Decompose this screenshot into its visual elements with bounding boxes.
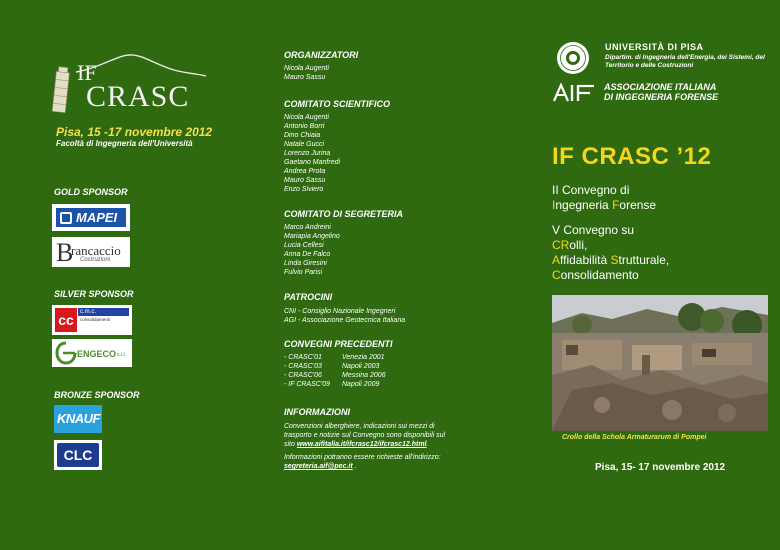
conference-place: Napoli 2009 [342, 381, 380, 388]
organizer-name: Mauro Sassu [284, 74, 326, 81]
previous-conference-row [284, 380, 400, 389]
information-title: INFORMAZIONI [284, 407, 350, 417]
word-ingegneria: ngegneria [555, 198, 613, 212]
secretariat-member: Linda Giresini [284, 260, 327, 267]
bronze-sponsor-title: BRONZE SPONSOR [54, 390, 140, 400]
secretariat-member: Anna De Falco [284, 251, 331, 258]
committee-member: Natale Gucci [284, 141, 325, 148]
committee-member: Mauro Sassu [284, 177, 326, 184]
letters-cr: CR [552, 238, 570, 252]
cmc-sub: consolidamenti [80, 317, 111, 322]
conference-place: Messina 2006 [342, 372, 386, 379]
letter-i: I [552, 198, 556, 212]
scientific-committee-section [284, 99, 390, 194]
previous-conferences-title: CONVEGNI PRECEDENTI [284, 339, 393, 349]
previous-conference-row [284, 353, 400, 362]
patron-item: CNI - Consiglio Nazionale Ingegneri [284, 308, 396, 315]
mapei-text: MAPEI [76, 210, 118, 225]
secretariat-member: Mariapia Angelino [284, 233, 340, 240]
committee-member: Antonio Borri [284, 123, 325, 130]
letter-c: C [552, 268, 561, 282]
secretariat-member: Fulvio Parisi [284, 269, 323, 276]
pompei-collapse-photo [552, 295, 768, 431]
logo-if-text: IF [77, 60, 97, 85]
website-link[interactable]: www.aifitalia.it/ifcrasc12/ifcrasc12.html [296, 441, 427, 448]
mapei-logo [52, 204, 130, 231]
if-crasc-logo [44, 50, 224, 122]
conference-place: Venezia 2001 [342, 354, 385, 361]
engeco-text: ENGECO [77, 349, 117, 359]
silver-sponsor-title: SILVER SPONSOR [54, 289, 134, 299]
convegno-v-line1: V Convegno su [552, 223, 635, 237]
previous-conferences-section [284, 339, 400, 389]
brancaccio-b: B [56, 238, 74, 267]
information-text [284, 422, 454, 449]
department-name: Dipartim. di Ingegneria dell'Energia, dei Sistemi, del Territorio e delle Costruzioni [605, 54, 765, 69]
organizers-section [284, 50, 358, 82]
scientific-committee-title: COMITATO SCIENTIFICO [284, 99, 390, 109]
info-text: Convenzioni alberghiere, indicazioni sui mezzi di trasporto e notizie sul Convegno sono disponibili sul sito [284, 423, 446, 448]
previous-conference-row [284, 371, 400, 380]
gold-sponsor-title: GOLD SPONSOR [54, 187, 128, 197]
photo-caption: Crollo della Schola Armaturarum di Pompei [562, 434, 707, 441]
email-link[interactable]: segreteria.aif@pec.it [284, 463, 353, 470]
aif-line-2: DI INGEGNERIA FORENSE [604, 92, 719, 102]
cmc-text: c.m.c. [78, 308, 129, 316]
conference-name: - IF CRASC'09 [284, 381, 330, 388]
aif-line-1: ASSOCIAZIONE ITALIANA [604, 82, 717, 92]
word-forense: orense [619, 198, 657, 212]
info-mail-end: . [352, 463, 357, 470]
committee-member: Lorenzo Jurina [284, 150, 331, 157]
conference-name: - CRASC'06 [284, 372, 322, 379]
aif-logo [552, 83, 596, 103]
engeco-logo [52, 339, 132, 367]
secretariat-title: COMITATO DI SEGRETERIA [284, 209, 404, 219]
brancaccio-sub: Costruzioni [80, 257, 111, 263]
left-faculty: Facoltà di Ingegneria dell'Università [56, 139, 193, 148]
event-title: IF CRASC ’12 [552, 143, 712, 170]
conference-name: - CRASC'01 [284, 354, 322, 361]
info-contact-text: Informazioni potranno essere richieste all'indirizzo: [284, 454, 441, 461]
university-name: UNIVERSITÀ DI PISA [605, 42, 704, 52]
previous-conference-row [284, 362, 400, 371]
knauf-text: KNAUF [57, 411, 100, 426]
organizers-title: ORGANIZZATORI [284, 50, 359, 60]
committee-member: Andrea Prota [284, 168, 326, 175]
aif-association-name [604, 82, 718, 102]
convegno-v [552, 223, 669, 283]
knauf-logo [54, 405, 102, 433]
word-crolli: olli, [569, 238, 588, 252]
clc-logo [54, 440, 102, 470]
word-consolidamento: onsolidamento [560, 268, 639, 282]
patronage-section [284, 292, 405, 325]
secretariat-section [284, 209, 403, 277]
cmc-logo: cc c.m.c. consolidamenti [52, 305, 132, 335]
word-affidabilita: ffidabilità [560, 253, 611, 267]
info-end: . [426, 441, 429, 448]
secretariat-member: Lucia Cellesi [284, 242, 324, 249]
letter-s: S [610, 253, 619, 267]
brancaccio-text: rancaccio [71, 243, 121, 258]
brancaccio-logo [52, 237, 130, 267]
university-seal [555, 40, 591, 76]
word-strutturale: trutturale, [618, 253, 670, 267]
left-event-date: Pisa, 15 -17 novembre 2012 [56, 125, 213, 139]
engeco-sub: s.r.l. [117, 352, 127, 358]
patron-item: AGI - Associazione Geotecnica Italiana [284, 317, 406, 324]
information-section [284, 407, 454, 471]
organizer-name: Nicola Augenti [284, 65, 329, 72]
right-event-date: Pisa, 15- 17 novembre 2012 [595, 462, 726, 473]
letter-a: A [552, 253, 561, 267]
logo-crasc-text: CRASC [86, 80, 190, 113]
committee-member: Gaetano Manfredi [284, 159, 341, 166]
clc-text: CLC [57, 443, 99, 467]
convegno-ii-line1: II Convegno di [552, 183, 630, 197]
committee-member: Enzo Siviero [284, 186, 324, 193]
convegno-ii [552, 183, 656, 213]
patronage-title: PATROCINI [284, 292, 333, 302]
conference-name: - CRASC'03 [284, 363, 322, 370]
committee-member: Dino Chiaia [284, 132, 321, 139]
committee-member: Nicola Augenti [284, 114, 329, 121]
conference-place: Napoli 2003 [342, 363, 380, 370]
letter-f: F [612, 198, 620, 212]
secretariat-member: Marco Andreini [284, 224, 331, 231]
